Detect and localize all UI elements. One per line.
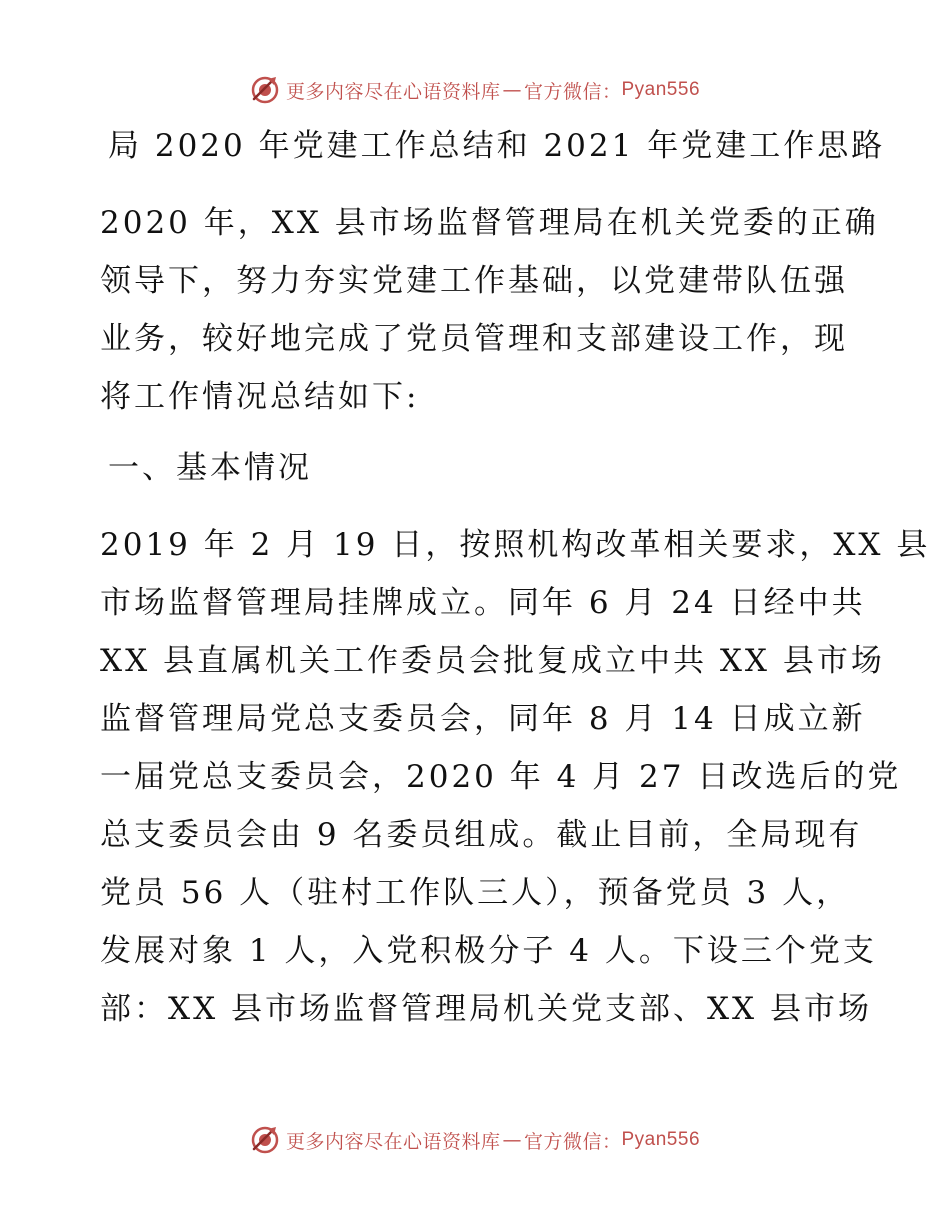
watermark-footer (0, 1120, 950, 1160)
paragraph-line: 党员 56 人（驻村工作队三人），预备党员 3 人， (100, 875, 851, 911)
watermark-dash: — (502, 1129, 522, 1151)
watermark-id: Pyan556 (621, 1129, 701, 1150)
paragraph-line: 领导下，努力夯实党建工作基础，以党建带队伍强 (100, 263, 848, 299)
watermark-brand: 更多内容尽在心语资料库 (285, 80, 501, 103)
paragraph-line: 发展对象 1 人，入党积极分子 4 人。下设三个党支 (100, 933, 877, 969)
intro-paragraph (100, 194, 879, 426)
paragraph-line: 监督管理局党总支委员会，同年 8 月 14 日成立新 (100, 701, 866, 737)
paragraph-line: 2019 年 2 月 19 日，按照机构改革相关要求，XX 县 (100, 527, 931, 563)
paragraph-line: 业务，较好地完成了党员管理和支部建设工作，现 (100, 321, 848, 357)
watermark-id: Pyan556 (621, 79, 701, 100)
paragraph-line: XX 县直属机关工作委员会批复成立中共 XX 县市场 (100, 643, 885, 679)
watermark-label: 官方微信： (523, 80, 622, 103)
watermark-header (0, 70, 950, 110)
document-title: 局 2020 年党建工作总结和 2021 年党建工作思路 (108, 128, 886, 164)
paragraph-line: 部：XX 县市场监督管理局机关党支部、XX 县市场 (100, 991, 872, 1027)
feather-logo-icon (250, 75, 280, 105)
paragraph-line: 一届党总支委员会，2020 年 4 月 27 日改选后的党 (100, 759, 902, 795)
watermark-dash: — (502, 79, 522, 101)
watermark-brand: 更多内容尽在心语资料库 (285, 1130, 501, 1153)
watermark-label: 官方微信： (523, 1130, 622, 1153)
paragraph-line: 市场监督管理局挂牌成立。同年 6 月 24 日经中共 (100, 585, 866, 621)
section-heading: 一、基本情况 (108, 450, 312, 486)
paragraph-line: 将工作情况总结如下: (100, 379, 420, 415)
paragraph-line: 总支委员会由 9 名委员组成。截止目前，全局现有 (100, 817, 863, 853)
section-paragraph (100, 516, 930, 1038)
paragraph-line: 2020 年，XX 县市场监督管理局在机关党委的正确 (100, 205, 879, 241)
feather-logo-icon (250, 1125, 280, 1155)
